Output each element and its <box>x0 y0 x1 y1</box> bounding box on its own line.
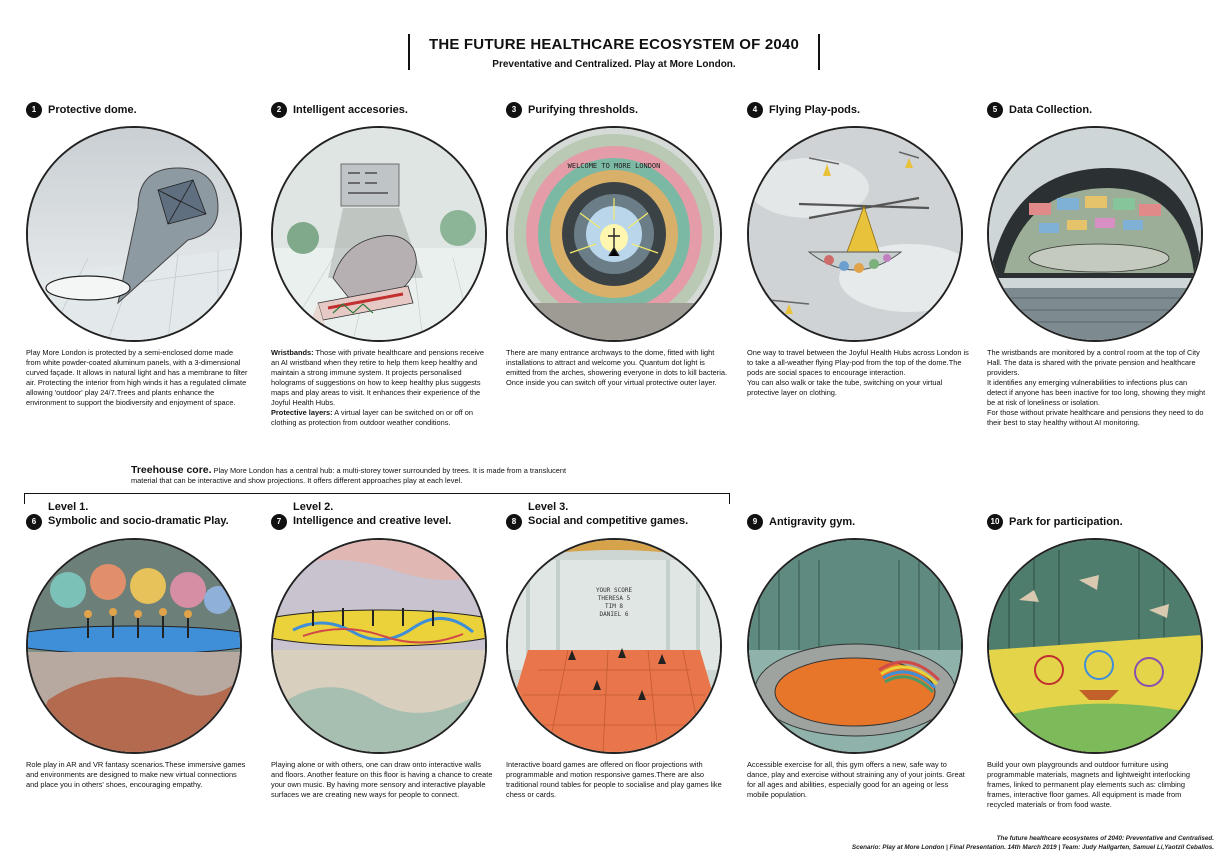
panel-title: Level 3. Social and competitive games. <box>528 501 689 527</box>
panel-number: 1 <box>26 102 42 118</box>
score-row: THERESA 5 <box>597 595 631 602</box>
panel-antigravity-gym <box>747 514 967 799</box>
panel-number: 10 <box>987 514 1003 530</box>
panel-number: 2 <box>271 102 287 118</box>
panel-description: Interactive board games are offered on floor projections with programmable and motion responsive games.There are also traditional round tables for people to socialise and play games like chess or cards. <box>506 760 722 799</box>
page-title: THE FUTURE HEALTHCARE ECOSYSTEM OF 2040 <box>428 36 800 53</box>
panel-level-2 <box>271 501 493 799</box>
panel-description: Build your own playgrounds and outdoor furniture using programmable materials, magnets and lightweight interlocking frames, linked to permanent play elements such as: climbing frames, interactive floor games. All equipment is made from recycled materials or from food waste. <box>987 760 1190 809</box>
panel-title: Park for participation. <box>1009 516 1123 528</box>
panel-number: 3 <box>506 102 522 118</box>
panel-description: Wristbands: Those with private healthcare and pensions receive an AI wristband when they retire to help them keep healthy and maintain a strong immune system. It projects personalised holograms of suggestions on how to keep healthy plus suggests maps and play areas to visit. It enhances their experience of the Joyful Health Hubs. Protective layers: A virtual layer can be switched on or off on clothing as protection from outdoor weather conditions. <box>271 348 484 427</box>
park-illustration <box>987 538 1203 754</box>
panel-title: Level 1. Symbolic and socio-dramatic Play. <box>48 501 229 527</box>
footer-line-1: The future healthcare ecosystems of 2040: Preventative and Centralised. <box>996 835 1214 842</box>
role-play-illustration <box>26 538 242 754</box>
panel-description: Accessible exercise for all, this gym offers a new, safe way to dance, play and exercise without straining any of your joints. Great for all ages and abilities, especially good for an ageing or less mobile population. <box>747 760 965 799</box>
treehouse-text: Play More London has a central hub: a multi-storey tower surrounded by trees. It is made from a translucent material that can be interactive and show projections. It offers different approaches play at each level. <box>131 466 567 485</box>
panel-level-3 <box>506 501 726 799</box>
score-row: TIM 8 <box>604 603 624 610</box>
panel-level-1 <box>26 501 246 789</box>
score-row: YOUR SCORE <box>595 587 633 594</box>
panel-flying-play-pods <box>747 102 969 397</box>
panel-data-collection <box>987 102 1207 427</box>
panel-park-for-participation <box>987 514 1207 809</box>
dome-illustration <box>26 126 242 342</box>
panel-title: Intelligent accesories. <box>293 104 408 116</box>
arch-welcome-text: WELCOME TO MORE LONDON <box>567 162 661 170</box>
footer-credits <box>852 834 1214 852</box>
panel-title: Flying Play-pods. <box>769 104 861 116</box>
wristband-illustration <box>271 126 487 342</box>
panel-number: 4 <box>747 102 763 118</box>
panel-description: Playing alone or with others, one can draw onto interactive walls and floors. Another feature on this floor is having a chance to create your own music. By having more sensory and interactive playable surfaces we are creating new ways for people to connect. <box>271 760 493 799</box>
archway-illustration <box>506 126 722 342</box>
treehouse-label: Treehouse core. <box>131 464 212 476</box>
panel-protective-dome <box>26 102 248 407</box>
panel-description: One way to travel between the Joyful Health Hubs across London is to take a all-weather flying Play-pod from the top of the dome.The pods are social spaces to encourage interaction. You can also walk or take the tube, switching on your virtual protective layer on clothing. <box>747 348 969 397</box>
panel-title: Purifying thresholds. <box>528 104 639 116</box>
panel-number: 6 <box>26 514 42 530</box>
panel-description: Role play in AR and VR fantasy scenarios.These immersive games and environments are designed to make new virtual connections and place you in others' shoes, encouraging empathy. <box>26 760 246 789</box>
board-games-illustration <box>506 538 722 754</box>
title-block <box>408 34 820 70</box>
panel-title: Antigravity gym. <box>769 516 856 528</box>
panel-number: 5 <box>987 102 1003 118</box>
panel-intelligent-accessories <box>271 102 491 427</box>
footer-line-2: Scenario: Play at More London | Final Presentation. 14th March 2019 | Team: Judy Hallgarten, Samuel Li,Yaotzil Ceballos. <box>851 844 1214 851</box>
panel-description: The wristbands are monitored by a control room at the top of City Hall. The data is shared with the private pension and healthcare providers. It identifies any emerging vulnerabilities to infections plus can detect if anyone has been inactive for too long, showing they might be at risk of loneliness or isolation. For those without private healthcare and pensions they need to do their best to stay healthy without AI monitoring. <box>987 348 1206 427</box>
panel-description: Play More London is protected by a semi-enclosed dome made from white powder-coated aluminum panels, with a 3-dimensional curved façade. It allows in natural light and has a membrane to filter air. Protecting the interior from high winds it has a regulated climate allowing 'outdoor' play 24/7.Trees and plants enhance the environment to support the biodiversity and enjoyment of space. <box>26 348 248 407</box>
panel-number: 7 <box>271 514 287 530</box>
treehouse-core-intro <box>131 465 591 486</box>
score-row: DANIEL 6 <box>599 611 629 618</box>
control-room-illustration <box>987 126 1203 342</box>
gym-illustration <box>747 538 963 754</box>
panel-number: 9 <box>747 514 763 530</box>
panel-description: There are many entrance archways to the dome, fitted with light installations to attract and welcome you. Quantum dot light is emitted from the arches, showering everyone in dots to kill bacteria. Once inside you can switch off your virtual protective outer layer. <box>506 348 728 387</box>
panel-purifying-thresholds <box>506 102 728 387</box>
page-subtitle: Preventative and Centralized. Play at More London. <box>492 59 736 70</box>
panel-title: Protective dome. <box>48 104 137 116</box>
creative-level-illustration <box>271 538 487 754</box>
panel-title: Data Collection. <box>1009 104 1093 116</box>
panel-number: 8 <box>506 514 522 530</box>
play-pod-illustration <box>747 126 963 342</box>
panel-title: Level 2. Intelligence and creative level. <box>293 501 452 527</box>
